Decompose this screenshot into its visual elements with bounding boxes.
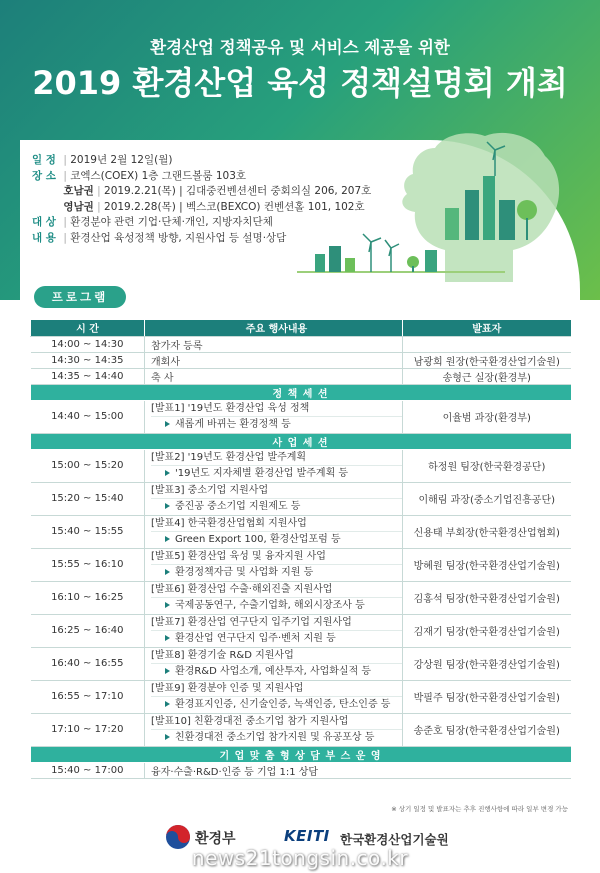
table-row: 16:40 ~ 16:55 [발표8] 환경기술 R&D 지원사업 환경R&D 사업소개, 예산투자, 사업화실적 등 강상원 팀장(한국환경산업기술원) [31,647,571,680]
table-row: 15:40 ~ 15:55 [발표4] 한국환경산업협회 지원사업 Green Export 100, 환경산업포럼 등 신용태 부회장(한국환경산업협회) [31,515,571,548]
table-row: 14:35 ~ 14:40 축 사 송형근 실장(환경부) [31,368,571,384]
table-row: 17:10 ~ 17:20 [발표10] 친환경대전 중소기업 참가 지원사업 친환경대전 중소기업 참가지원 및 유공포상 등 송준호 팀장(한국환경산업기술원) [31,713,571,746]
header-content: 주요 행사내용 [145,320,403,336]
keiti-logo: KEITI [284,827,330,845]
header-speaker: 발표자 [403,320,571,336]
table-row: 15:55 ~ 16:10 [발표5] 환경산업 육성 및 융자지원 사업 환경정책자금 및 사업화 지원 등 방혜원 팀장(한국환경산업기술원) [31,548,571,581]
table-row: 15:00 ~ 15:20 [발표2] '19년도 환경산업 발주계획 '19년도 지자체별 환경산업 발주계획 등 하정원 팀장(한국환경공단) [31,449,571,482]
table-row: 15:40 ~ 17:00 융자·수출·R&D·인증 등 기업 1:1 상담 [31,762,571,778]
eco-city-head-illustration [295,130,585,290]
info-place: 장 소 | 코엑스(COEX) 1층 그랜드볼룸 103호 [32,169,247,182]
schedule-notice: ※ 상기 일정 및 발표자는 추후 진행사항에 따라 일부 변경 가능 [391,805,568,813]
table-header-row [31,320,571,336]
table-row: 16:55 ~ 17:10 [발표9] 환경분야 인증 및 지원사업 환경표지인증, 신기술인증, 녹색인증, 탄소인증 등 박필주 팀장(한국환경산업기술원) [31,680,571,713]
event-info [32,153,372,246]
header-subtitle: 환경산업 정책공유 및 서비스 제공을 위한 [150,38,450,57]
table-row: 14:40 ~ 15:00 [발표1] '19년도 환경산업 육성 정책 새롭게 바뀌는 환경정책 등 이율범 과장(환경부) [31,400,571,433]
section-policy: 정 책 세 션 [31,384,571,400]
watermark: news21tongsin.co.kr [191,846,409,870]
info-content: 내 용 | 환경산업 육성정책 방향, 지원사업 등 설명·상담 [32,231,287,244]
info-honam: 호남권 | 2019.2.21(목) | 김대중컨벤션센터 중회의실 206, 207호 [63,185,372,197]
header-time: 시 간 [31,320,145,336]
ministry-logo-text: 환경부 [195,831,236,847]
table-row: 15:20 ~ 15:40 [발표3] 중소기업 지원사업 중진공 중소기업 지원제도 등 이해림 과장(중소기업진흥공단) [31,482,571,515]
table-row: 14:30 ~ 14:35 개회사 남광희 원장(한국환경산업기술원) [31,352,571,368]
schedule-table [30,320,571,779]
table-row: 16:10 ~ 16:25 [발표6] 환경산업 수출·해외진출 지원사업 국제공동연구, 수출기업화, 해외시장조사 등 김홍석 팀장(한국환경산업기술원) [31,581,571,614]
keiti-logo-text: 한국환경산업기술원 [340,832,449,847]
info-yeongnam: 영남권 | 2019.2.28(목) | 벡스코(BEXCO) 컨벤션홀 101, 102호 [63,200,365,213]
header-title: 2019 환경산업 육성 정책설명회 개최 [32,64,568,102]
table-row: 16:25 ~ 16:40 [발표7] 환경산업 연구단지 입주기업 지원사업 환경산업 연구단지 입주·벤처 지원 등 김재기 팀장(한국환경산업기술원) [31,614,571,647]
table-row: 14:00 ~ 14:30 참가자 등록 [31,336,571,352]
section-business: 사 업 세 션 [31,433,571,449]
info-target: 대 상 | 환경분야 관련 기업·단체·개인, 지방자치단체 [32,216,273,228]
section-consult: 기 업 맞 춤 형 상 담 부 스 운 영 [31,746,571,762]
program-label: 프로그램 [34,286,126,308]
info-date: 일 정 | 2019년 2월 12일(월) [32,154,173,166]
